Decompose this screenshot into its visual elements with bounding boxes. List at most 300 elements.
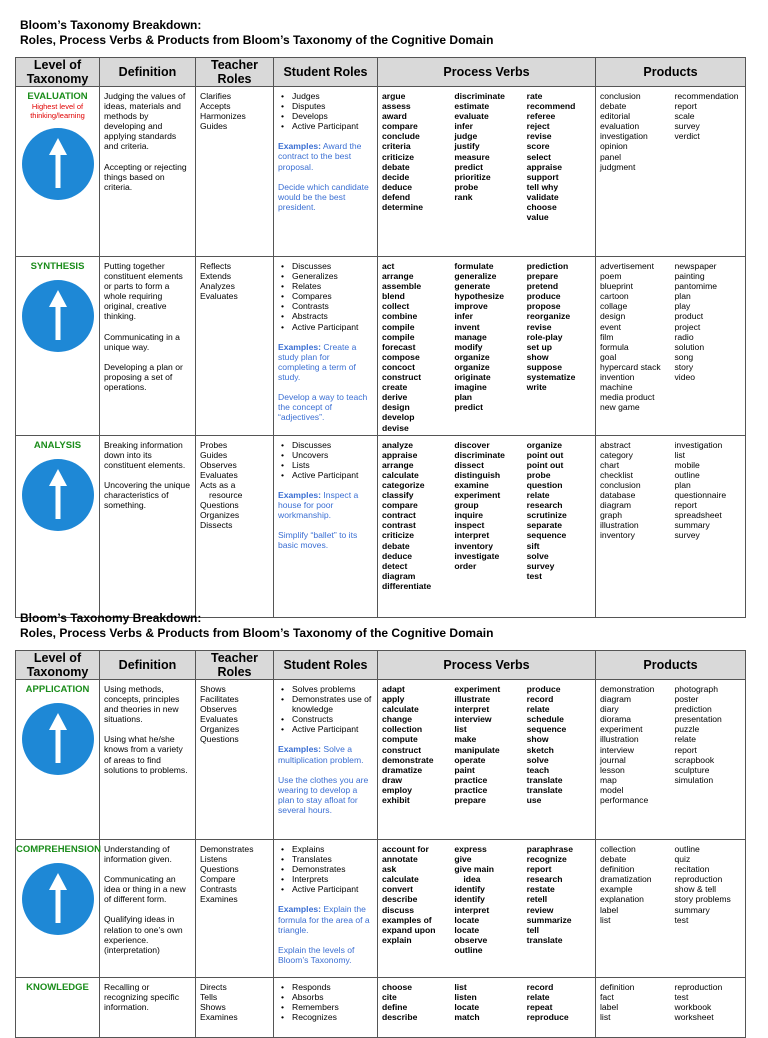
title-line-2: Roles, Process Verbs & Products from Bloom’s Taxonomy of the Cognitive Domain bbox=[20, 626, 494, 640]
verb-line: reorganize bbox=[526, 311, 571, 322]
level-name: ANALYSIS bbox=[33, 439, 82, 451]
product-line: story bbox=[674, 361, 694, 372]
teacher-role-line: Observes bbox=[200, 704, 237, 715]
student-roles-cell bbox=[274, 840, 378, 978]
product-columns bbox=[596, 680, 745, 807]
definition-line: Understanding of information given. bbox=[104, 844, 172, 865]
verb bbox=[378, 87, 450, 214]
examples-label: Examples: bbox=[278, 489, 321, 500]
verb-line: suppose bbox=[526, 361, 562, 372]
product-line: diagram bbox=[600, 500, 632, 511]
level-name: SYNTHESIS bbox=[30, 261, 85, 272]
verb-line: construct bbox=[382, 372, 422, 383]
product-line: experiment bbox=[600, 724, 643, 735]
example-text: Create a study plan for completing a term of study. bbox=[278, 341, 357, 382]
verb-line: design bbox=[382, 402, 410, 413]
verb-line: criticize bbox=[382, 151, 415, 162]
level-row-synthesis bbox=[16, 257, 746, 436]
verb-line: outline bbox=[454, 944, 483, 955]
product-line: summary bbox=[674, 904, 710, 915]
product-line: evaluation bbox=[600, 121, 640, 132]
verb-line: experiment bbox=[454, 684, 501, 694]
student-role: • Lists bbox=[292, 460, 373, 470]
product-line: label bbox=[600, 1002, 619, 1013]
verb-line: illustrate bbox=[454, 694, 491, 705]
product-line: event bbox=[600, 321, 622, 332]
verb-line: conclude bbox=[382, 131, 420, 142]
verb-line: score bbox=[526, 141, 550, 152]
product-column bbox=[671, 257, 746, 414]
level-row-application bbox=[16, 680, 746, 840]
product-line: fact bbox=[600, 992, 614, 1003]
verb-line: distinguish bbox=[454, 469, 501, 480]
verb-line: argue bbox=[382, 91, 406, 101]
student-role: • Active Participant bbox=[292, 884, 373, 894]
verb bbox=[523, 680, 595, 807]
verb-line: point out bbox=[526, 449, 564, 460]
product-line: invention bbox=[600, 372, 635, 383]
student-role: • Interprets bbox=[292, 874, 373, 884]
verb-line: assess bbox=[382, 101, 411, 112]
student-role: • Develops bbox=[292, 111, 373, 121]
verb-line: compose bbox=[382, 351, 420, 362]
product-column bbox=[671, 436, 746, 543]
teacher-role-line: Organizes bbox=[200, 510, 240, 521]
verb-line: ask bbox=[382, 864, 397, 875]
verb-line: explain bbox=[382, 934, 412, 945]
verb-line: calculate bbox=[382, 469, 419, 480]
verb-line: estimate bbox=[454, 101, 490, 112]
verb-line: repeat bbox=[526, 1002, 553, 1013]
spacer bbox=[104, 724, 191, 734]
level-block bbox=[16, 840, 99, 935]
student-role: • Disputes bbox=[292, 101, 373, 111]
level-row-comprehension bbox=[16, 840, 746, 978]
verb-line: justify bbox=[454, 141, 480, 152]
verb-line: prioritize bbox=[454, 171, 491, 182]
teacher-role-line: Probes bbox=[200, 439, 228, 450]
definition bbox=[100, 436, 195, 513]
verb-line: relate bbox=[526, 490, 550, 501]
spacer bbox=[104, 352, 191, 362]
example bbox=[278, 490, 373, 520]
verb-line: interpret bbox=[454, 904, 490, 915]
verb-line: teach bbox=[526, 764, 550, 775]
product-columns bbox=[596, 436, 745, 543]
teacher-role-line: Directs bbox=[200, 982, 227, 992]
level-row-evaluation bbox=[16, 87, 746, 257]
product-line: formula bbox=[600, 341, 629, 352]
verb-line: compile bbox=[382, 331, 415, 342]
teacher-role-line: Demonstrates bbox=[200, 844, 254, 854]
verb-line: modify bbox=[454, 341, 483, 352]
title-line-1: Bloom’s Taxonomy Breakdown: bbox=[20, 611, 202, 625]
verb-line: record bbox=[526, 694, 554, 705]
verb-line: inspect bbox=[454, 520, 485, 531]
teacher-role-line: Compare bbox=[200, 874, 236, 885]
product-line: advertisement bbox=[600, 261, 654, 271]
verb bbox=[523, 840, 595, 947]
verb-line: compare bbox=[382, 121, 418, 132]
verb-line: discriminate bbox=[454, 91, 505, 101]
spacer bbox=[278, 935, 373, 945]
up-arrow-icon bbox=[22, 280, 94, 352]
verb-line: hypothesize bbox=[454, 291, 504, 302]
teacher-role-line: Evaluates bbox=[200, 714, 238, 725]
teacher-role-line: Questions bbox=[200, 500, 239, 511]
product-line: list bbox=[674, 449, 686, 460]
definition-cell bbox=[100, 680, 196, 840]
product-line: definition bbox=[600, 864, 635, 875]
verb-line: interpret bbox=[454, 704, 490, 715]
verb-line: compute bbox=[382, 734, 418, 745]
verb-line: differentiate bbox=[382, 580, 432, 591]
product-columns bbox=[596, 87, 745, 174]
product-line: recitation bbox=[674, 864, 710, 875]
verb-line: role-play bbox=[526, 331, 563, 342]
verb-line: relate bbox=[526, 992, 550, 1003]
verb-line: forecast bbox=[382, 341, 416, 352]
verb bbox=[378, 840, 450, 947]
verb-line: choose bbox=[526, 202, 557, 213]
header-row bbox=[16, 58, 746, 87]
product-column bbox=[671, 978, 746, 1024]
definition-cell bbox=[100, 435, 196, 617]
column-header: Student Roles bbox=[274, 651, 378, 680]
level-block bbox=[16, 257, 99, 352]
verb-line: apply bbox=[382, 694, 405, 705]
verb-line: propose bbox=[526, 301, 561, 312]
teacher-roles-cell bbox=[196, 87, 274, 257]
verb-line: improve bbox=[454, 301, 488, 312]
verb-line: survey bbox=[526, 560, 555, 571]
verb-line: tell why bbox=[526, 181, 559, 192]
product bbox=[671, 257, 746, 384]
product-line: show & tell bbox=[674, 884, 717, 895]
verb-column bbox=[378, 257, 450, 435]
product-line: recommendation bbox=[674, 91, 739, 101]
product-line: report bbox=[674, 744, 697, 755]
student-roles-cell bbox=[274, 978, 378, 1038]
definition-line: Uncovering the unique characteristics of something. bbox=[104, 479, 190, 511]
verb-column bbox=[450, 680, 522, 807]
product-line: test bbox=[674, 992, 689, 1003]
verb-line: generate bbox=[454, 281, 491, 292]
verb-line: originate bbox=[454, 372, 491, 383]
definition-line: Accepting or rejecting things based on criteria. bbox=[104, 161, 187, 192]
verb-line: question bbox=[526, 479, 563, 490]
verb-line: revise bbox=[526, 321, 552, 332]
product-line: verdict bbox=[674, 131, 700, 142]
verb-line: group bbox=[454, 500, 479, 511]
verb-line: scrutinize bbox=[526, 510, 567, 521]
student-role: • Active Participant bbox=[292, 322, 373, 332]
product-column bbox=[671, 680, 746, 807]
product-line: mobile bbox=[674, 459, 700, 470]
product-line: questionnaire bbox=[674, 490, 727, 501]
example-text: Explain the levels of Bloom’s Taxonomy. bbox=[278, 944, 355, 965]
product-line: sculpture bbox=[674, 764, 710, 775]
verb-line: solve bbox=[526, 550, 549, 561]
product-line: newspaper bbox=[674, 261, 717, 271]
verb-line: recognize bbox=[526, 854, 567, 865]
verb-line: adapt bbox=[382, 684, 405, 694]
teacher-role-line: Analyzes bbox=[200, 281, 235, 292]
product-line: category bbox=[600, 449, 633, 460]
verb-line: set up bbox=[526, 341, 552, 352]
product-line: design bbox=[600, 311, 626, 322]
student-role-list bbox=[278, 684, 373, 734]
verb-line: idea bbox=[463, 874, 481, 885]
verb-line: arrange bbox=[382, 271, 414, 282]
student-role: • Demonstrates use of knowledge bbox=[292, 694, 373, 714]
verb-line: infer bbox=[454, 121, 473, 132]
product-line: project bbox=[674, 321, 701, 332]
verb-column bbox=[450, 87, 522, 224]
student-role: • Discusses bbox=[292, 440, 373, 450]
verb-line: determine bbox=[382, 202, 424, 213]
level-name: COMPREHENSION bbox=[16, 844, 101, 855]
verb-line: organize bbox=[454, 351, 490, 362]
verb-line: judge bbox=[454, 131, 478, 142]
verb-column bbox=[378, 87, 450, 224]
product bbox=[596, 257, 671, 414]
verb-line: criticize bbox=[382, 530, 415, 541]
student-role: • Solves problems bbox=[292, 684, 373, 694]
spacer bbox=[104, 864, 191, 874]
verb-line: validate bbox=[526, 191, 559, 202]
product-line: diorama bbox=[600, 714, 632, 725]
products-cell bbox=[596, 435, 746, 617]
verb bbox=[450, 978, 522, 1024]
verb-line: value bbox=[526, 212, 549, 223]
verb-column bbox=[523, 840, 595, 957]
student-roles bbox=[274, 680, 377, 817]
verb-line: investigate bbox=[454, 550, 500, 561]
student-role: • Generalizes bbox=[292, 271, 373, 281]
teacher-role bbox=[196, 436, 273, 533]
product-line: debate bbox=[600, 854, 627, 865]
product-line: play bbox=[674, 301, 691, 312]
definition-line: Judging the values of ideas, materials and methods by developing and applying standards and criteria. bbox=[104, 91, 186, 152]
verb bbox=[523, 978, 595, 1024]
verb-line: select bbox=[526, 151, 552, 162]
example-text: Explain the formula for the area of a triangle. bbox=[278, 904, 370, 935]
product-line: explanation bbox=[600, 894, 644, 905]
verb-line: debate bbox=[382, 540, 410, 551]
process-verbs-cell bbox=[378, 680, 596, 840]
verb-line: discuss bbox=[382, 904, 415, 915]
product-line: list bbox=[600, 1012, 611, 1023]
verb-line: write bbox=[526, 382, 547, 393]
products-cell bbox=[596, 257, 746, 436]
product bbox=[671, 840, 746, 927]
example bbox=[278, 141, 373, 171]
verb-line: match bbox=[454, 1012, 480, 1023]
verb bbox=[378, 978, 450, 1024]
student-role-list bbox=[278, 844, 373, 894]
spacer bbox=[278, 131, 373, 141]
product-line: plan bbox=[674, 479, 691, 490]
teacher-role-line: Dissects bbox=[200, 520, 233, 531]
verb bbox=[450, 840, 522, 957]
product-column bbox=[671, 840, 746, 927]
teacher-role-line: Examines bbox=[200, 1012, 238, 1023]
verb-line: produce bbox=[526, 684, 561, 694]
product-line: machine bbox=[600, 382, 633, 393]
student-role: • Demonstrates bbox=[292, 864, 373, 874]
verb-line: arrange bbox=[382, 459, 414, 470]
product-line: reproduction bbox=[674, 982, 723, 992]
product-line: poster bbox=[674, 694, 699, 705]
product bbox=[596, 978, 671, 1024]
verb-line: categorize bbox=[382, 479, 425, 490]
verb-line: point out bbox=[526, 459, 564, 470]
teacher-role-line: Reflects bbox=[200, 261, 232, 271]
process-verbs-cell bbox=[378, 435, 596, 617]
product-line: film bbox=[600, 331, 614, 342]
verb-line: tell bbox=[526, 924, 540, 935]
definition-line: Recalling or recognizing specific information. bbox=[104, 982, 179, 1013]
verb-line: identify bbox=[454, 884, 485, 895]
title-line-1: Bloom’s Taxonomy Breakdown: bbox=[20, 18, 202, 32]
column-header: Teacher Roles bbox=[196, 58, 274, 87]
up-arrow-icon bbox=[22, 128, 94, 200]
verb-columns bbox=[378, 840, 595, 957]
verb bbox=[378, 257, 450, 435]
verb-column bbox=[450, 840, 522, 957]
verb bbox=[523, 257, 595, 394]
product-line: new game bbox=[600, 402, 640, 413]
verb-line: analyze bbox=[382, 439, 414, 450]
verb-line: review bbox=[526, 904, 554, 915]
verb-line: plan bbox=[454, 392, 472, 403]
verb-line: make bbox=[454, 734, 477, 745]
product-line: report bbox=[674, 101, 697, 112]
verb-line: derive bbox=[382, 392, 408, 403]
verb-line: annotate bbox=[382, 854, 418, 865]
verb-line: deduce bbox=[382, 550, 413, 561]
verb-line: demonstrate bbox=[382, 754, 434, 765]
verb-line: formulate bbox=[454, 261, 494, 271]
spacer bbox=[278, 765, 373, 775]
definition bbox=[100, 257, 195, 394]
product-line: media product bbox=[600, 392, 655, 403]
product-line: panel bbox=[600, 151, 622, 162]
level-name: KNOWLEDGE bbox=[26, 982, 89, 993]
up-arrow-icon bbox=[22, 459, 94, 531]
teacher-roles-cell bbox=[196, 435, 274, 617]
verb-line: experiment bbox=[454, 490, 501, 501]
verb-line: show bbox=[526, 351, 549, 362]
verb-line: record bbox=[526, 982, 554, 992]
verb-line: listen bbox=[454, 992, 477, 1003]
verb-line: examples of bbox=[382, 914, 432, 925]
verb-line: locate bbox=[454, 914, 480, 925]
teacher-role-line: Questions bbox=[200, 734, 239, 745]
verb-line: give main bbox=[454, 864, 494, 875]
verb-line: restate bbox=[526, 884, 555, 895]
products-cell bbox=[596, 978, 746, 1038]
product-column bbox=[596, 257, 671, 414]
definition-line: Breaking information down into its constituent elements. bbox=[104, 439, 186, 470]
verb bbox=[450, 257, 522, 414]
up-arrow-icon bbox=[22, 703, 94, 775]
level-row-analysis bbox=[16, 435, 746, 617]
level-block bbox=[16, 680, 99, 775]
verb-line: recommend bbox=[526, 101, 576, 112]
product-line: chart bbox=[600, 459, 620, 470]
product-line: conclusion bbox=[600, 479, 641, 490]
products-cell bbox=[596, 840, 746, 978]
verb-line: deduce bbox=[382, 181, 413, 192]
product-line: summary bbox=[674, 520, 710, 531]
product-line: product bbox=[674, 311, 704, 322]
verb-line: appraise bbox=[382, 449, 418, 460]
definition bbox=[100, 840, 195, 957]
verb-line: sketch bbox=[526, 744, 554, 755]
product-line: judgment bbox=[600, 161, 636, 172]
verb-line: interview bbox=[454, 714, 492, 725]
column-header: Teacher Roles bbox=[196, 651, 274, 680]
definition bbox=[100, 680, 195, 777]
product-line: prediction bbox=[674, 704, 712, 715]
spacer bbox=[104, 470, 191, 480]
verb-line: probe bbox=[526, 469, 551, 480]
verb-column bbox=[450, 978, 522, 1024]
verb-line: translate bbox=[526, 784, 563, 795]
verb-line: compile bbox=[382, 321, 415, 332]
verb-line: choose bbox=[382, 982, 413, 992]
teacher-role-line: resource bbox=[209, 490, 243, 501]
product-line: list bbox=[600, 914, 611, 925]
verb-line: describe bbox=[382, 894, 418, 905]
product-line: song bbox=[674, 351, 694, 362]
student-role: • Contrasts bbox=[292, 301, 373, 311]
verb-line: decide bbox=[382, 171, 410, 182]
example-text: Decide which candidate would be the best president. bbox=[278, 181, 369, 212]
level-cell bbox=[16, 978, 100, 1038]
product bbox=[596, 840, 671, 927]
verb-line: sequence bbox=[526, 530, 567, 541]
example bbox=[278, 530, 373, 550]
verb-column bbox=[378, 680, 450, 807]
product-line: outline bbox=[674, 844, 700, 854]
verb bbox=[450, 87, 522, 204]
student-role: • Abstracts bbox=[292, 311, 373, 321]
product-line: label bbox=[600, 904, 619, 915]
verb-line: translate bbox=[526, 934, 563, 945]
student-role: • Active Participant bbox=[292, 724, 373, 734]
level-name: EVALUATION bbox=[27, 91, 88, 102]
verb-line: inquire bbox=[454, 510, 483, 521]
verb-column bbox=[523, 436, 595, 593]
process-verbs-cell bbox=[378, 840, 596, 978]
product bbox=[671, 436, 746, 543]
verb-line: observe bbox=[454, 934, 488, 945]
definition bbox=[100, 978, 195, 1014]
product-line: performance bbox=[600, 795, 649, 806]
spacer bbox=[278, 382, 373, 392]
level-block bbox=[16, 87, 99, 200]
verb-line: contrast bbox=[382, 520, 416, 531]
verb bbox=[378, 436, 450, 593]
product-line: puzzle bbox=[674, 724, 700, 735]
up-arrow-icon bbox=[22, 863, 94, 935]
column-header: Definition bbox=[100, 58, 196, 87]
spacer bbox=[278, 172, 373, 182]
verb-line: account for bbox=[382, 844, 429, 854]
